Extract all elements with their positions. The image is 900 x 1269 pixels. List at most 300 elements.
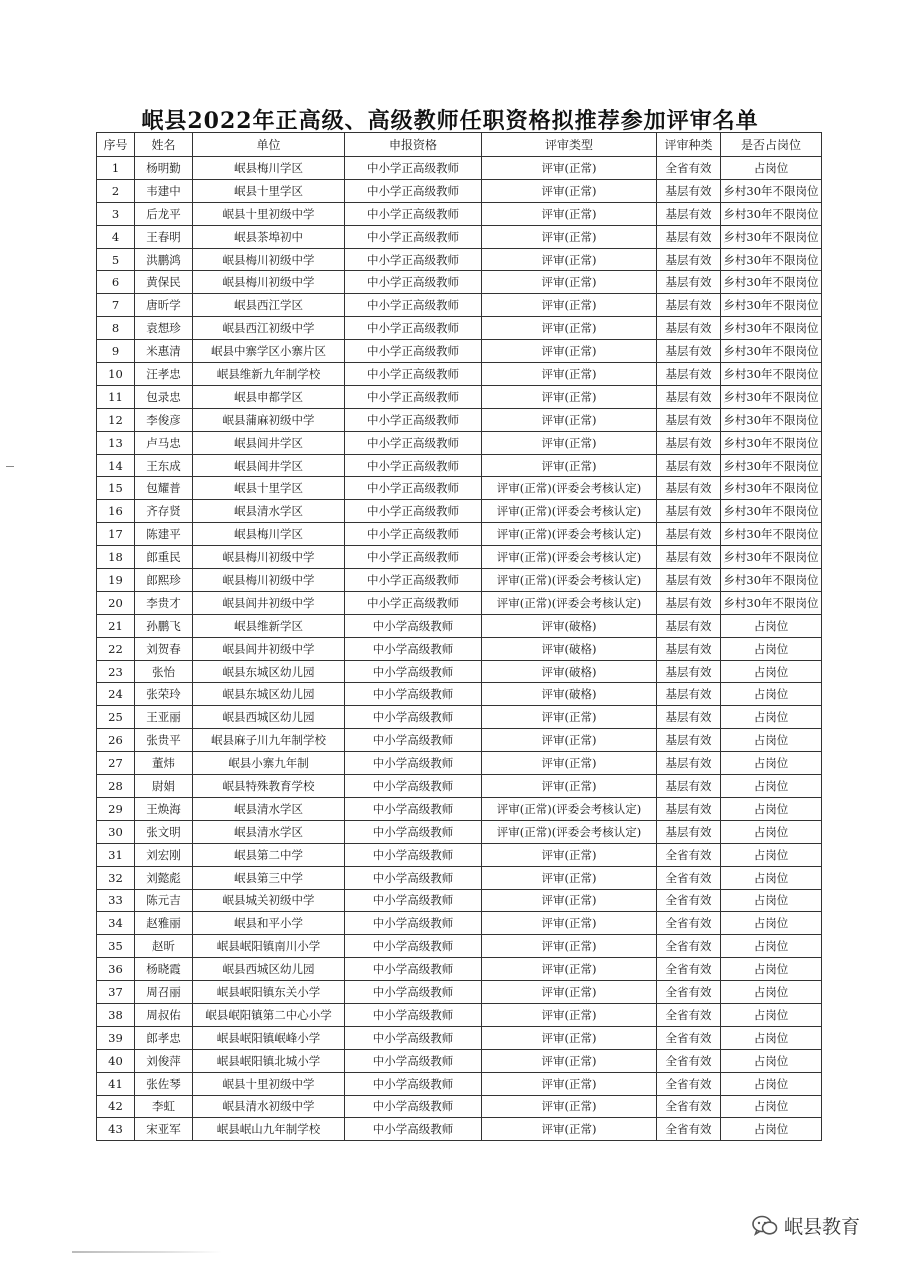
cell-qualification: 中小学高级教师 <box>345 660 482 683</box>
cell-name: 韦建中 <box>135 179 193 202</box>
cell-review-scope: 全省有效 <box>657 1072 721 1095</box>
cell-index: 38 <box>97 1003 135 1026</box>
cell-qualification: 中小学高级教师 <box>345 752 482 775</box>
cell-review-type: 评审(正常)(评委会考核认定) <box>482 477 657 500</box>
cell-unit: 岷县梅川学区 <box>193 523 345 546</box>
cell-qualification: 中小学高级教师 <box>345 775 482 798</box>
cell-name: 张佐琴 <box>135 1072 193 1095</box>
cell-post: 乡村30年不限岗位 <box>721 385 822 408</box>
table-row <box>97 775 822 798</box>
cell-review-type: 评审(破格) <box>482 660 657 683</box>
cell-review-type: 评审(正常)(评委会考核认定) <box>482 523 657 546</box>
cell-index: 12 <box>97 408 135 431</box>
cell-post: 占岗位 <box>721 614 822 637</box>
cell-name: 王春明 <box>135 225 193 248</box>
cell-post: 占岗位 <box>721 958 822 981</box>
cell-post: 占岗位 <box>721 683 822 706</box>
cell-qualification: 中小学正高级教师 <box>345 340 482 363</box>
cell-review-type: 评审(正常) <box>482 752 657 775</box>
cell-qualification: 中小学高级教师 <box>345 1072 482 1095</box>
cell-unit: 岷县岷阳镇北城小学 <box>193 1049 345 1072</box>
cell-qualification: 中小学高级教师 <box>345 866 482 889</box>
cell-index: 3 <box>97 202 135 225</box>
cell-name: 王东成 <box>135 454 193 477</box>
cell-review-type: 评审(正常) <box>482 729 657 752</box>
cell-index: 33 <box>97 889 135 912</box>
table-row <box>97 431 822 454</box>
cell-post: 乡村30年不限岗位 <box>721 408 822 431</box>
cell-review-type: 评审(正常) <box>482 294 657 317</box>
cell-post: 占岗位 <box>721 157 822 180</box>
cell-review-type: 评审(正常) <box>482 1118 657 1141</box>
table-row <box>97 797 822 820</box>
table-row <box>97 820 822 843</box>
table-row <box>97 569 822 592</box>
cell-unit: 岷县清水学区 <box>193 500 345 523</box>
cell-review-type: 评审(正常) <box>482 958 657 981</box>
cell-review-scope: 基层有效 <box>657 454 721 477</box>
cell-review-type: 评审(正常) <box>482 1003 657 1026</box>
table-row <box>97 912 822 935</box>
cell-name: 刘宏刚 <box>135 843 193 866</box>
cell-review-scope: 基层有效 <box>657 500 721 523</box>
cell-unit: 岷县特殊教育学校 <box>193 775 345 798</box>
cell-name: 杨明勤 <box>135 157 193 180</box>
cell-post: 乡村30年不限岗位 <box>721 546 822 569</box>
cell-index: 16 <box>97 500 135 523</box>
table-row <box>97 340 822 363</box>
cell-unit: 岷县蒲麻初级中学 <box>193 408 345 431</box>
cell-review-type: 评审(正常) <box>482 271 657 294</box>
cell-unit: 岷县麻子川九年制学校 <box>193 729 345 752</box>
cell-index: 9 <box>97 340 135 363</box>
cell-review-type: 评审(正常) <box>482 889 657 912</box>
cell-qualification: 中小学正高级教师 <box>345 248 482 271</box>
cell-review-scope: 全省有效 <box>657 981 721 1004</box>
roster-body <box>97 157 822 1141</box>
watermark <box>752 1212 860 1239</box>
cell-unit: 岷县和平小学 <box>193 912 345 935</box>
cell-review-scope: 全省有效 <box>657 866 721 889</box>
header-row <box>97 133 822 157</box>
cell-post: 占岗位 <box>721 797 822 820</box>
table-row <box>97 752 822 775</box>
cell-review-type: 评审(正常) <box>482 317 657 340</box>
cell-post: 占岗位 <box>721 981 822 1004</box>
cell-index: 5 <box>97 248 135 271</box>
cell-review-type: 评审(正常) <box>482 248 657 271</box>
cell-review-scope: 基层有效 <box>657 294 721 317</box>
cell-index: 6 <box>97 271 135 294</box>
cell-unit: 岷县小寨九年制 <box>193 752 345 775</box>
cell-review-scope: 基层有效 <box>657 729 721 752</box>
cell-qualification: 中小学高级教师 <box>345 683 482 706</box>
cell-post: 占岗位 <box>721 1095 822 1118</box>
cell-post: 占岗位 <box>721 843 822 866</box>
col-header-review-type: 评审类型 <box>482 133 657 157</box>
cell-unit: 岷县第三中学 <box>193 866 345 889</box>
cell-unit: 岷县清水学区 <box>193 797 345 820</box>
cell-unit: 岷县梅川初级中学 <box>193 569 345 592</box>
cell-qualification: 中小学正高级教师 <box>345 179 482 202</box>
table-row <box>97 935 822 958</box>
cell-unit: 岷县西城区幼儿园 <box>193 706 345 729</box>
cell-qualification: 中小学正高级教师 <box>345 385 482 408</box>
cell-post: 占岗位 <box>721 660 822 683</box>
cell-unit: 岷县东城区幼儿园 <box>193 660 345 683</box>
cell-post: 占岗位 <box>721 775 822 798</box>
cell-qualification: 中小学高级教师 <box>345 820 482 843</box>
table-row <box>97 843 822 866</box>
cell-post: 乡村30年不限岗位 <box>721 340 822 363</box>
cell-index: 18 <box>97 546 135 569</box>
cell-review-type: 评审(正常) <box>482 935 657 958</box>
cell-review-scope: 全省有效 <box>657 157 721 180</box>
cell-name: 王焕海 <box>135 797 193 820</box>
cell-review-type: 评审(正常)(评委会考核认定) <box>482 820 657 843</box>
cell-qualification: 中小学正高级教师 <box>345 157 482 180</box>
cell-index: 26 <box>97 729 135 752</box>
cell-review-scope: 基层有效 <box>657 317 721 340</box>
cell-name: 周叔佑 <box>135 1003 193 1026</box>
cell-qualification: 中小学正高级教师 <box>345 591 482 614</box>
cell-qualification: 中小学高级教师 <box>345 1095 482 1118</box>
cell-unit: 岷县闾井学区 <box>193 431 345 454</box>
cell-name: 王亚丽 <box>135 706 193 729</box>
cell-name: 董炜 <box>135 752 193 775</box>
cell-review-scope: 基层有效 <box>657 546 721 569</box>
cell-qualification: 中小学正高级教师 <box>345 546 482 569</box>
table-row <box>97 317 822 340</box>
cell-name: 黄保民 <box>135 271 193 294</box>
cell-review-scope: 基层有效 <box>657 248 721 271</box>
cell-review-type: 评审(正常) <box>482 431 657 454</box>
cell-review-scope: 基层有效 <box>657 431 721 454</box>
cell-name: 赵雅丽 <box>135 912 193 935</box>
cell-review-scope: 基层有效 <box>657 683 721 706</box>
cell-name: 周召丽 <box>135 981 193 1004</box>
cell-qualification: 中小学高级教师 <box>345 1003 482 1026</box>
cell-qualification: 中小学正高级教师 <box>345 569 482 592</box>
cell-qualification: 中小学高级教师 <box>345 1118 482 1141</box>
cell-qualification: 中小学高级教师 <box>345 981 482 1004</box>
cell-name: 李俊彦 <box>135 408 193 431</box>
cell-index: 31 <box>97 843 135 866</box>
cell-review-type: 评审(正常) <box>482 1072 657 1095</box>
table-row <box>97 477 822 500</box>
cell-index: 40 <box>97 1049 135 1072</box>
cell-name: 刘懿彪 <box>135 866 193 889</box>
cell-review-scope: 全省有效 <box>657 1026 721 1049</box>
cell-name: 张贵平 <box>135 729 193 752</box>
cell-name: 张荣玲 <box>135 683 193 706</box>
cell-post: 乡村30年不限岗位 <box>721 294 822 317</box>
cell-review-scope: 全省有效 <box>657 889 721 912</box>
cell-name: 卢马忠 <box>135 431 193 454</box>
table-row <box>97 454 822 477</box>
cell-qualification: 中小学正高级教师 <box>345 317 482 340</box>
cell-review-type: 评审(正常) <box>482 225 657 248</box>
table-row <box>97 637 822 660</box>
col-header-index: 序号 <box>97 133 135 157</box>
table-row <box>97 614 822 637</box>
cell-review-scope: 全省有效 <box>657 1118 721 1141</box>
table-row <box>97 294 822 317</box>
cell-name: 洪鹏鸿 <box>135 248 193 271</box>
cell-review-scope: 基层有效 <box>657 660 721 683</box>
cell-name: 郎重民 <box>135 546 193 569</box>
table-row <box>97 660 822 683</box>
cell-post: 占岗位 <box>721 1003 822 1026</box>
cell-post: 乡村30年不限岗位 <box>721 363 822 386</box>
cell-index: 21 <box>97 614 135 637</box>
cell-post: 占岗位 <box>721 912 822 935</box>
cell-post: 乡村30年不限岗位 <box>721 225 822 248</box>
cell-unit: 岷县梅川学区 <box>193 157 345 180</box>
cell-review-scope: 基层有效 <box>657 477 721 500</box>
cell-qualification: 中小学正高级教师 <box>345 363 482 386</box>
cell-qualification: 中小学高级教师 <box>345 1026 482 1049</box>
cell-review-type: 评审(正常) <box>482 1026 657 1049</box>
col-header-unit: 单位 <box>193 133 345 157</box>
scan-artifact <box>72 1251 222 1253</box>
cell-index: 29 <box>97 797 135 820</box>
cell-name: 刘贺春 <box>135 637 193 660</box>
cell-post: 乡村30年不限岗位 <box>721 523 822 546</box>
cell-index: 39 <box>97 1026 135 1049</box>
cell-name: 赵昕 <box>135 935 193 958</box>
cell-unit: 岷县岷阳镇第二中心小学 <box>193 1003 345 1026</box>
cell-review-type: 评审(正常)(评委会考核认定) <box>482 500 657 523</box>
cell-review-scope: 全省有效 <box>657 958 721 981</box>
cell-qualification: 中小学高级教师 <box>345 935 482 958</box>
cell-post: 乡村30年不限岗位 <box>721 202 822 225</box>
cell-review-scope: 基层有效 <box>657 179 721 202</box>
cell-name: 袁想珍 <box>135 317 193 340</box>
cell-review-type: 评审(正常) <box>482 843 657 866</box>
table-row <box>97 202 822 225</box>
cell-qualification: 中小学正高级教师 <box>345 294 482 317</box>
table-row <box>97 271 822 294</box>
cell-unit: 岷县清水初级中学 <box>193 1095 345 1118</box>
cell-review-type: 评审(正常)(评委会考核认定) <box>482 546 657 569</box>
cell-unit: 岷县闾井初级中学 <box>193 637 345 660</box>
cell-review-scope: 基层有效 <box>657 775 721 798</box>
cell-unit: 岷县十里学区 <box>193 477 345 500</box>
cell-post: 乡村30年不限岗位 <box>721 477 822 500</box>
cell-index: 10 <box>97 363 135 386</box>
cell-review-scope: 全省有效 <box>657 935 721 958</box>
cell-qualification: 中小学高级教师 <box>345 797 482 820</box>
cell-index: 30 <box>97 820 135 843</box>
cell-index: 37 <box>97 981 135 1004</box>
cell-review-scope: 基层有效 <box>657 706 721 729</box>
cell-name: 齐存贤 <box>135 500 193 523</box>
cell-index: 20 <box>97 591 135 614</box>
cell-unit: 岷县岷阳镇岷峰小学 <box>193 1026 345 1049</box>
cell-index: 32 <box>97 866 135 889</box>
cell-post: 占岗位 <box>721 752 822 775</box>
cell-qualification: 中小学正高级教师 <box>345 225 482 248</box>
table-row <box>97 591 822 614</box>
cell-review-type: 评审(正常) <box>482 157 657 180</box>
cell-unit: 岷县梅川初级中学 <box>193 248 345 271</box>
cell-review-scope: 全省有效 <box>657 912 721 935</box>
cell-qualification: 中小学正高级教师 <box>345 454 482 477</box>
cell-qualification: 中小学正高级教师 <box>345 477 482 500</box>
cell-post: 乡村30年不限岗位 <box>721 500 822 523</box>
table-row <box>97 1095 822 1118</box>
cell-review-type: 评审(正常)(评委会考核认定) <box>482 569 657 592</box>
watermark-text: 岷县教育 <box>784 1216 861 1238</box>
cell-name: 孙鹏飞 <box>135 614 193 637</box>
cell-post: 乡村30年不限岗位 <box>721 248 822 271</box>
cell-index: 11 <box>97 385 135 408</box>
cell-index: 19 <box>97 569 135 592</box>
cell-review-type: 评审(正常) <box>482 981 657 1004</box>
cell-unit: 岷县城关初级中学 <box>193 889 345 912</box>
cell-post: 乡村30年不限岗位 <box>721 591 822 614</box>
cell-post: 占岗位 <box>721 706 822 729</box>
cell-index: 13 <box>97 431 135 454</box>
cell-review-type: 评审(正常) <box>482 912 657 935</box>
cell-review-type: 评审(正常) <box>482 1095 657 1118</box>
col-header-post: 是否占岗位 <box>721 133 822 157</box>
cell-name: 李虹 <box>135 1095 193 1118</box>
table-row <box>97 225 822 248</box>
cell-name: 包耀普 <box>135 477 193 500</box>
cell-unit: 岷县十里初级中学 <box>193 1072 345 1095</box>
cell-name: 张怡 <box>135 660 193 683</box>
cell-index: 7 <box>97 294 135 317</box>
cell-unit: 岷县闾井学区 <box>193 454 345 477</box>
cell-qualification: 中小学高级教师 <box>345 614 482 637</box>
cell-qualification: 中小学正高级教师 <box>345 500 482 523</box>
cell-review-type: 评审(正常) <box>482 775 657 798</box>
cell-review-scope: 基层有效 <box>657 340 721 363</box>
cell-index: 27 <box>97 752 135 775</box>
table-row <box>97 1026 822 1049</box>
table-row <box>97 1072 822 1095</box>
cell-post: 占岗位 <box>721 1049 822 1072</box>
cell-review-scope: 基层有效 <box>657 820 721 843</box>
cell-post: 占岗位 <box>721 866 822 889</box>
cell-qualification: 中小学正高级教师 <box>345 271 482 294</box>
cell-unit: 岷县东城区幼儿园 <box>193 683 345 706</box>
cell-unit: 岷县第二中学 <box>193 843 345 866</box>
cell-review-scope: 全省有效 <box>657 1049 721 1072</box>
scan-mark <box>6 466 14 467</box>
table-row <box>97 981 822 1004</box>
cell-index: 23 <box>97 660 135 683</box>
table-row <box>97 179 822 202</box>
cell-unit: 岷县西城区幼儿园 <box>193 958 345 981</box>
cell-review-scope: 基层有效 <box>657 225 721 248</box>
cell-review-scope: 基层有效 <box>657 363 721 386</box>
cell-review-scope: 全省有效 <box>657 843 721 866</box>
cell-post: 占岗位 <box>721 820 822 843</box>
cell-unit: 岷县中寨学区小寨片区 <box>193 340 345 363</box>
table-row <box>97 1003 822 1026</box>
cell-post: 乡村30年不限岗位 <box>721 569 822 592</box>
cell-index: 17 <box>97 523 135 546</box>
cell-unit: 岷县梅川初级中学 <box>193 271 345 294</box>
cell-name: 陈建平 <box>135 523 193 546</box>
cell-review-type: 评审(破格) <box>482 683 657 706</box>
cell-qualification: 中小学正高级教师 <box>345 408 482 431</box>
cell-unit: 岷县申都学区 <box>193 385 345 408</box>
table-row <box>97 408 822 431</box>
page-title: 岷县2022年正高级、高级教师任职资格拟推荐参加评审名单 <box>141 108 759 134</box>
cell-index: 4 <box>97 225 135 248</box>
table-row <box>97 157 822 180</box>
cell-index: 34 <box>97 912 135 935</box>
cell-name: 李贵才 <box>135 591 193 614</box>
cell-qualification: 中小学高级教师 <box>345 912 482 935</box>
cell-review-scope: 基层有效 <box>657 202 721 225</box>
table-row <box>97 500 822 523</box>
cell-review-type: 评审(正常) <box>482 866 657 889</box>
cell-review-type: 评审(正常) <box>482 363 657 386</box>
cell-qualification: 中小学正高级教师 <box>345 202 482 225</box>
cell-unit: 岷县西江初级中学 <box>193 317 345 340</box>
cell-qualification: 中小学高级教师 <box>345 706 482 729</box>
cell-index: 43 <box>97 1118 135 1141</box>
table-row <box>97 1049 822 1072</box>
cell-unit: 岷县维新九年制学校 <box>193 363 345 386</box>
cell-review-type: 评审(正常)(评委会考核认定) <box>482 797 657 820</box>
cell-review-type: 评审(正常) <box>482 340 657 363</box>
cell-name: 包录忠 <box>135 385 193 408</box>
cell-post: 占岗位 <box>721 1026 822 1049</box>
cell-qualification: 中小学正高级教师 <box>345 431 482 454</box>
cell-unit: 岷县十里学区 <box>193 179 345 202</box>
col-header-review-scope: 评审种类 <box>657 133 721 157</box>
cell-review-type: 评审(正常) <box>482 202 657 225</box>
cell-unit: 岷县西江学区 <box>193 294 345 317</box>
cell-review-type: 评审(正常) <box>482 454 657 477</box>
cell-post: 占岗位 <box>721 1118 822 1141</box>
cell-review-type: 评审(正常) <box>482 408 657 431</box>
cell-index: 2 <box>97 179 135 202</box>
cell-post: 占岗位 <box>721 1072 822 1095</box>
cell-review-type: 评审(正常) <box>482 179 657 202</box>
cell-review-type: 评审(正常) <box>482 385 657 408</box>
cell-name: 杨晓霞 <box>135 958 193 981</box>
table-row <box>97 889 822 912</box>
cell-post: 占岗位 <box>721 637 822 660</box>
cell-unit: 岷县维新学区 <box>193 614 345 637</box>
cell-qualification: 中小学高级教师 <box>345 729 482 752</box>
cell-index: 8 <box>97 317 135 340</box>
table-row <box>97 363 822 386</box>
cell-index: 25 <box>97 706 135 729</box>
cell-name: 汪孝忠 <box>135 363 193 386</box>
cell-index: 35 <box>97 935 135 958</box>
table-row <box>97 958 822 981</box>
cell-review-type: 评审(破格) <box>482 614 657 637</box>
cell-review-scope: 全省有效 <box>657 1095 721 1118</box>
cell-review-scope: 基层有效 <box>657 271 721 294</box>
cell-qualification: 中小学高级教师 <box>345 843 482 866</box>
cell-index: 14 <box>97 454 135 477</box>
cell-review-scope: 基层有效 <box>657 385 721 408</box>
table-row <box>97 1118 822 1141</box>
cell-index: 15 <box>97 477 135 500</box>
cell-qualification: 中小学高级教师 <box>345 637 482 660</box>
cell-review-scope: 基层有效 <box>657 752 721 775</box>
cell-index: 24 <box>97 683 135 706</box>
